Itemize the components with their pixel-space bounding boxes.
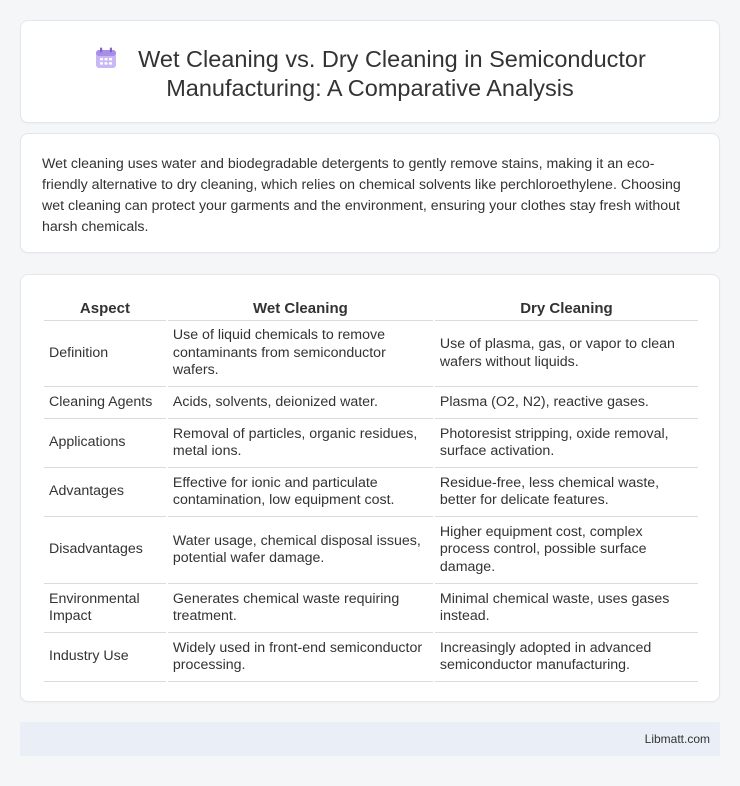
row-dry-cleaning: Use of plasma, gas, or vapor to clean wafers without liquids. [435,321,698,387]
table-row [44,387,698,419]
row-dry-cleaning: Higher equipment cost, complex process control, possible surface damage. [435,517,698,584]
row-wet-cleaning: Effective for ionic and particulate contamination, low equipment cost. [168,468,433,517]
table-header-row [44,295,698,321]
footer-site-link[interactable]: Libmatt.com [644,732,710,746]
title-line-2: Manufacturing: A Comparative Analysis [166,75,574,101]
table-row [44,633,698,682]
title-card [20,20,720,123]
row-wet-cleaning: Acids, solvents, deionized water. [168,387,433,419]
row-aspect: Definition [44,321,166,387]
footer [20,722,720,756]
comparison-card [20,274,720,702]
header-wet-cleaning: Wet Cleaning [168,295,433,321]
header-dry-cleaning: Dry Cleaning [435,295,698,321]
row-aspect: Advantages [44,468,166,517]
row-wet-cleaning: Generates chemical waste requiring treatment. [168,584,433,633]
calendar-icon [94,46,118,70]
intro-paragraph: Wet cleaning uses water and biodegradable detergents to gently remove stains, making it an eco-friendly alternative to dry cleaning, which relies on chemical solvents like perchloroethylene. Choosing wet cleaning can protect your garments and the environment, ensuring your clothes stay fresh without harsh chemicals. [42,156,681,235]
row-wet-cleaning: Widely used in front-end semiconductor processing. [168,633,433,682]
row-wet-cleaning: Use of liquid chemicals to remove contaminants from semiconductor wafers. [168,321,433,387]
row-dry-cleaning: Increasingly adopted in advanced semiconductor manufacturing. [435,633,698,682]
row-dry-cleaning: Plasma (O2, N2), reactive gases. [435,387,698,419]
row-dry-cleaning: Residue-free, less chemical waste, better for delicate features. [435,468,698,517]
table-row [44,517,698,584]
table-row [44,468,698,517]
header-aspect: Aspect [44,295,166,321]
row-aspect: Industry Use [44,633,166,682]
table-row [44,419,698,468]
row-aspect: Applications [44,419,166,468]
row-aspect: Environmental Impact [44,584,166,633]
comparison-table [42,295,700,682]
table-row [44,584,698,633]
table-row [44,321,698,387]
row-dry-cleaning: Photoresist stripping, oxide removal, surface activation. [435,419,698,468]
row-aspect: Cleaning Agents [44,387,166,419]
page-title [21,45,719,103]
row-aspect: Disadvantages [44,517,166,584]
intro-card [20,133,720,253]
row-wet-cleaning: Water usage, chemical disposal issues, potential wafer damage. [168,517,433,584]
title-line-1: Wet Cleaning vs. Dry Cleaning in Semiconductor [138,46,646,72]
row-dry-cleaning: Minimal chemical waste, uses gases instead. [435,584,698,633]
row-wet-cleaning: Removal of particles, organic residues, metal ions. [168,419,433,468]
